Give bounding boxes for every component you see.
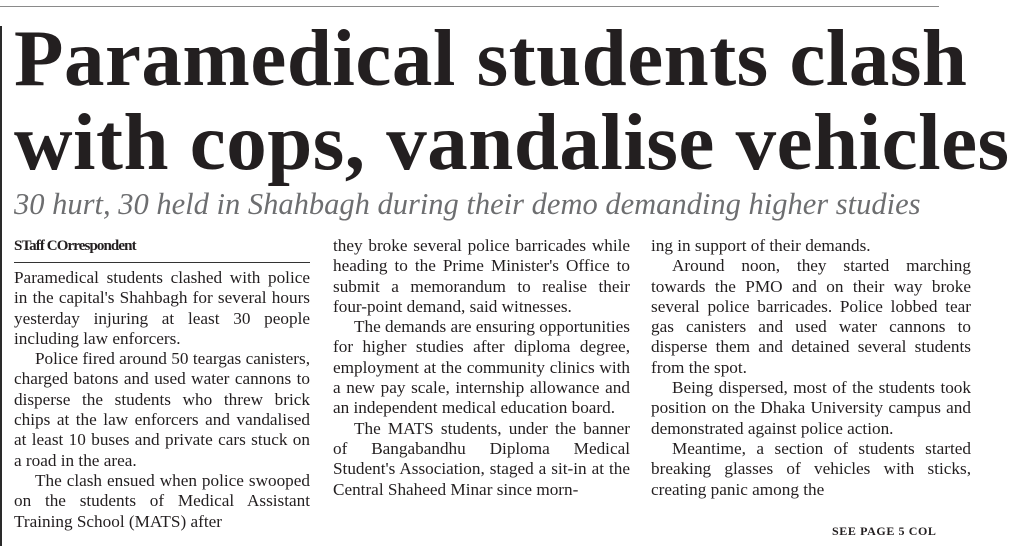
headline-line-2: with cops, vandalise vehicles [14, 97, 1010, 187]
paragraph: Being dispersed, most of the students took position on the Dhaka University campus and demonstrated against police action. [651, 378, 971, 438]
subheadline: 30 hurt, 30 held in Shahbagh during their demo demanding higher studies [14, 187, 921, 221]
headline-line-1: Paramedical students clash [14, 13, 968, 103]
continuation-reference: SEE PAGE 5 COL [832, 524, 937, 538]
paragraph: they broke several police barricades while heading to the Prime Minister's Office to submit a memorandum to realise their four-point demand, said witnesses. [333, 236, 630, 316]
paragraph: The clash ensued when police swooped on the students of Medical Assistant Training School (MATS) after [14, 470, 310, 531]
paragraph: The demands are ensuring opportunities for higher studies after diploma degree, employment at the community clinics with a new pay scale, internship allowance and an independent medical education board. [333, 317, 630, 418]
paragraph: Police fired around 50 teargas canisters, charged batons and used water cannons to disperse the students who threw brick chips at the law enforcers and vandalised at least 10 buses and private cars stuck on a road in the area. [14, 349, 310, 470]
column-rule [0, 26, 2, 546]
article-column-3 [651, 236, 971, 522]
byline-rule [14, 262, 310, 263]
headline [14, 13, 1014, 187]
paragraph: Around noon, they started marching towards the PMO and on their way broke several police barricades. Police lobbed tear gas canisters and used water cannons to disperse them and detained several students from the spot. [651, 256, 971, 377]
top-rule [0, 6, 939, 7]
article-column-1 [14, 268, 310, 546]
article-column-2 [333, 236, 630, 546]
paragraph: ing in support of their demands. [651, 236, 871, 255]
paragraph: Paramedical students clashed with police in the capital's Shahbagh for several hours yesterday injuring at least 30 people including law enforcers. [14, 268, 310, 348]
byline: STaff COrrespondent [14, 238, 136, 254]
paragraph: Meantime, a section of students started breaking glasses of vehicles with sticks, creating panic among the [651, 438, 971, 499]
paragraph: The MATS students, under the banner of Bangabandhu Diploma Medical Student's Association, staged a sit-in at the Central Shaheed Minar since morn- [333, 418, 630, 499]
